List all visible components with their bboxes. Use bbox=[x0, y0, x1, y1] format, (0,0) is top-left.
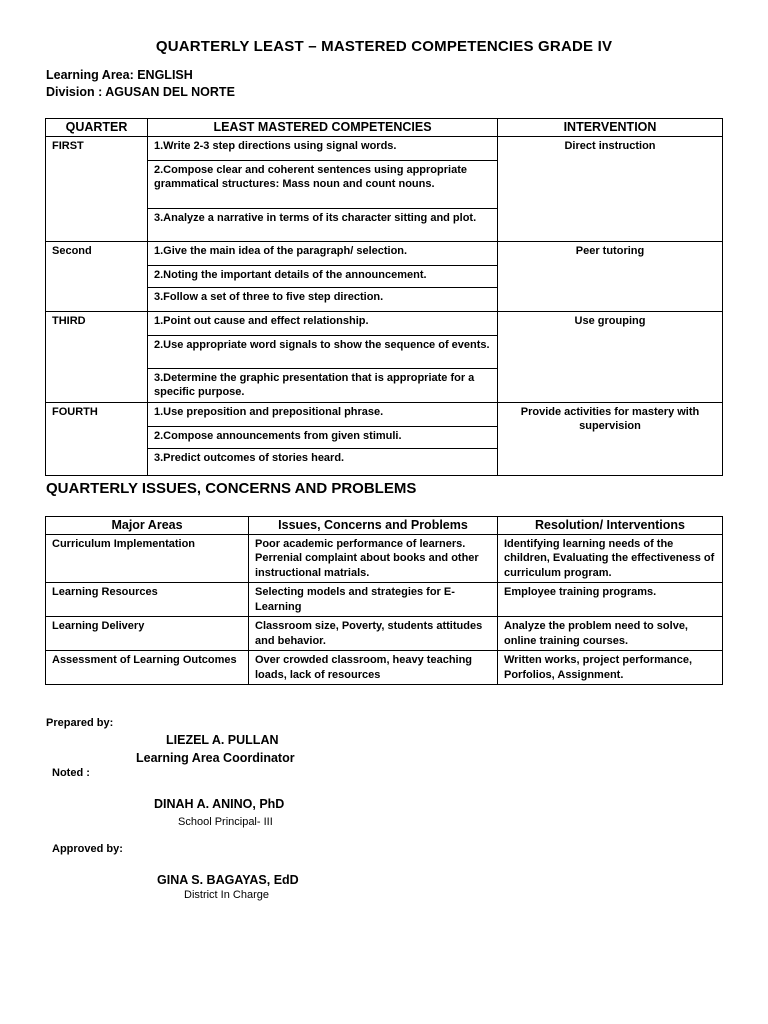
table-row bbox=[46, 651, 723, 685]
intervention-cell: Direct instruction bbox=[498, 136, 723, 241]
competency-cell: 3.Determine the graphic presentation that is appropriate for a specific purpose. bbox=[148, 368, 498, 402]
resolution-cell: Analyze the problem need to solve, online training courses. bbox=[498, 617, 723, 651]
major-area-cell: Learning Resources bbox=[46, 583, 249, 617]
resolution-cell: Written works, project performance, Porfolios, Assignment. bbox=[498, 651, 723, 685]
header-resolution: Resolution/ Interventions bbox=[498, 517, 723, 535]
competency-cell: 2.Compose announcements from given stimuli. bbox=[148, 426, 498, 448]
issue-cell: Poor academic performance of learners. Perrenial complaint about books and other instructional matrials. bbox=[249, 534, 498, 583]
learning-area: Learning Area: ENGLISH bbox=[46, 68, 193, 82]
header-major-areas: Major Areas bbox=[46, 517, 249, 535]
table-row bbox=[46, 311, 723, 335]
competency-cell: 3.Follow a set of three to five step direction. bbox=[148, 287, 498, 311]
approved-name: GINA S. BAGAYAS, EdD bbox=[157, 873, 299, 887]
table-row bbox=[46, 402, 723, 426]
table-row bbox=[46, 534, 723, 583]
table-row bbox=[46, 241, 723, 265]
competency-cell: 3.Analyze a narrative in terms of its character sitting and plot. bbox=[148, 208, 498, 241]
document-title: QUARTERLY LEAST – MASTERED COMPETENCIES GRADE IV bbox=[155, 38, 613, 55]
quarter-cell: FOURTH bbox=[46, 402, 148, 475]
major-area-cell: Learning Delivery bbox=[46, 617, 249, 651]
competency-cell: 1.Write 2-3 step directions using signal words. bbox=[148, 136, 498, 160]
issues-section-title: QUARTERLY ISSUES, CONCERNS AND PROBLEMS bbox=[46, 480, 417, 497]
noted-name: DINAH A. ANINO, PhD bbox=[154, 797, 285, 811]
competency-cell: 3.Predict outcomes of stories heard. bbox=[148, 448, 498, 475]
table-row bbox=[46, 136, 723, 160]
noted-label: Noted : bbox=[52, 767, 90, 779]
issue-cell: Over crowded classroom, heavy teaching loads, lack of resources bbox=[249, 651, 498, 685]
major-area-cell: Curriculum Implementation bbox=[46, 534, 249, 583]
header-intervention: INTERVENTION bbox=[498, 119, 723, 137]
resolution-cell: Identifying learning needs of the children, Evaluating the effectiveness of curriculum program. bbox=[498, 534, 723, 583]
issues-table bbox=[45, 516, 723, 685]
noted-role: School Principal- III bbox=[178, 816, 273, 828]
approved-by-label: Approved by: bbox=[52, 843, 123, 855]
competency-cell: 2.Compose clear and coherent sentences using appropriate grammatical structures: Mass noun and count nouns. bbox=[148, 160, 498, 208]
competency-cell: 1.Use preposition and prepositional phrase. bbox=[148, 402, 498, 426]
quarter-cell: FIRST bbox=[46, 136, 148, 241]
header-competencies: LEAST MASTERED COMPETENCIES bbox=[148, 119, 498, 137]
quarter-cell: THIRD bbox=[46, 311, 148, 402]
quarter-cell: Second bbox=[46, 241, 148, 311]
competency-cell: 1.Point out cause and effect relationship. bbox=[148, 311, 498, 335]
competency-cell: 2.Noting the important details of the announcement. bbox=[148, 265, 498, 287]
header-issues: Issues, Concerns and Problems bbox=[249, 517, 498, 535]
table-header-row bbox=[46, 517, 723, 535]
table-row bbox=[46, 583, 723, 617]
approved-role: District In Charge bbox=[184, 889, 269, 901]
competencies-table bbox=[45, 118, 723, 476]
table-row bbox=[46, 617, 723, 651]
major-area-cell: Assessment of Learning Outcomes bbox=[46, 651, 249, 685]
division: Division : AGUSAN DEL NORTE bbox=[46, 85, 235, 99]
intervention-cell: Peer tutoring bbox=[498, 241, 723, 311]
prepared-by-role: Learning Area Coordinator bbox=[136, 751, 295, 765]
resolution-cell: Employee training programs. bbox=[498, 583, 723, 617]
issue-cell: Selecting models and strategies for E-Learning bbox=[249, 583, 498, 617]
issue-cell: Classroom size, Poverty, students attitudes and behavior. bbox=[249, 617, 498, 651]
prepared-by-label: Prepared by: bbox=[46, 717, 114, 729]
table-header-row bbox=[46, 119, 723, 137]
competency-cell: 1.Give the main idea of the paragraph/ selection. bbox=[148, 241, 498, 265]
header-quarter: QUARTER bbox=[46, 119, 148, 137]
intervention-cell: Use grouping bbox=[498, 311, 723, 402]
prepared-by-name: LIEZEL A. PULLAN bbox=[166, 733, 279, 747]
intervention-cell: Provide activities for mastery with supervision bbox=[498, 402, 723, 475]
competency-cell: 2.Use appropriate word signals to show the sequence of events. bbox=[148, 335, 498, 368]
